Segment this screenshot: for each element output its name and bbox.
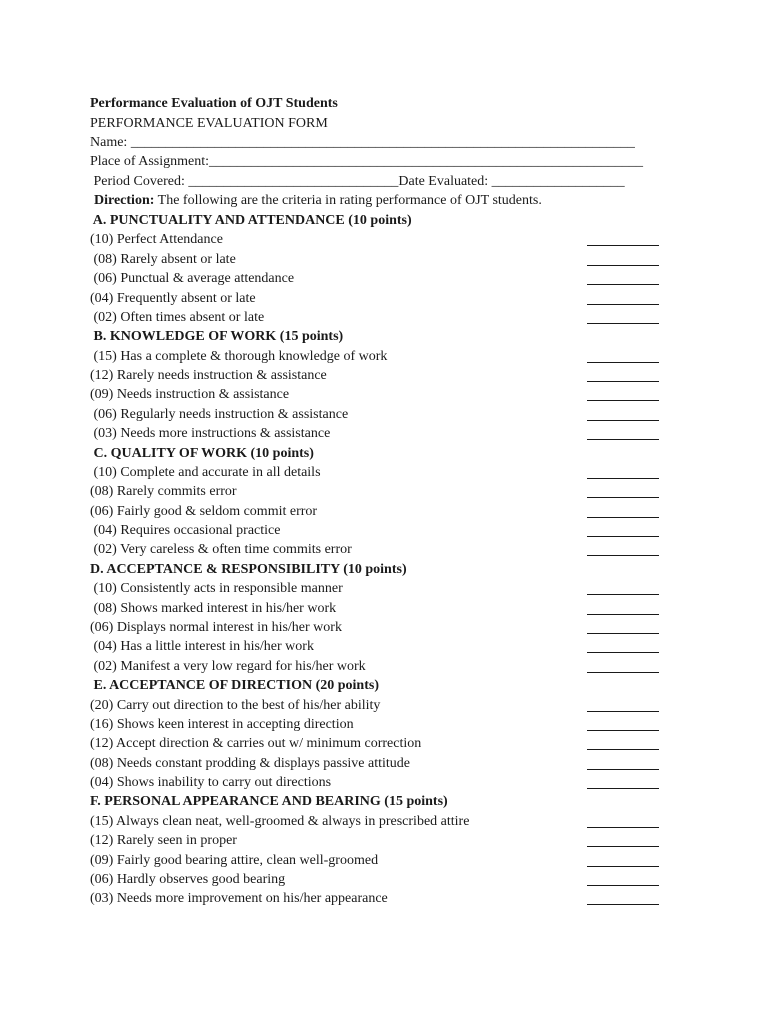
score-blank[interactable] — [587, 517, 659, 518]
criteria-item: (10) Perfect Attendance — [90, 232, 223, 248]
direction-text: The following are the criteria in rating performance of OJT students. — [154, 193, 542, 208]
criteria-item: (02) Often times absent or late — [90, 309, 265, 325]
score-blank[interactable] — [587, 400, 659, 401]
name-field-line: Name: ________________________________________________________________________ — [90, 135, 635, 150]
place-of-assignment-line: Place of Assignment:______________________________________________________________ — [90, 154, 643, 169]
criteria-item: (15) Has a complete & thorough knowledge of work — [90, 348, 388, 364]
score-blank[interactable] — [587, 497, 659, 498]
score-blank[interactable] — [587, 323, 659, 324]
criteria-item: (10) Consistently acts in responsible manner — [90, 581, 343, 597]
criteria-item: (06) Fairly good & seldom commit error — [90, 503, 318, 519]
score-blank[interactable] — [587, 885, 659, 886]
criteria-item: (02) Very careless & often time commits error — [90, 542, 352, 558]
section-heading: C. QUALITY OF WORK (10 points) — [90, 445, 314, 461]
criteria-item: (08) Needs constant prodding & displays passive attitude — [90, 755, 410, 771]
section-heading: F. PERSONAL APPEARANCE AND BEARING (15 points) — [90, 794, 448, 810]
criteria-item: (06) Displays normal interest in his/her work — [90, 619, 342, 635]
section-heading: B. KNOWLEDGE OF WORK (15 points) — [90, 329, 344, 345]
criteria-item: (16) Shows keen interest in accepting direction — [90, 716, 354, 732]
score-blank[interactable] — [587, 711, 659, 712]
period-covered-line: Period Covered: ______________________________Date Evaluated: ___________________ — [90, 174, 625, 189]
score-blank[interactable] — [587, 633, 659, 634]
score-blank[interactable] — [587, 652, 659, 653]
criteria-item: (04) Shows inability to carry out directions — [90, 775, 332, 791]
form-title: PERFORMANCE EVALUATION FORM — [90, 116, 328, 131]
direction-line — [94, 191, 542, 210]
criteria-item: (20) Carry out direction to the best of his/her ability — [90, 697, 381, 713]
score-blank[interactable] — [587, 614, 659, 615]
score-blank[interactable] — [587, 749, 659, 750]
section-heading: A. PUNCTUALITY AND ATTENDANCE (10 points) — [90, 213, 412, 228]
criteria-item: (08) Shows marked interest in his/her work — [90, 600, 337, 616]
criteria-item: (04) Frequently absent or late — [90, 290, 256, 306]
score-blank[interactable] — [587, 362, 659, 363]
score-blank[interactable] — [587, 304, 659, 305]
section-heading: D. ACCEPTANCE & RESPONSIBILITY (10 points) — [90, 561, 407, 577]
score-blank[interactable] — [587, 478, 659, 479]
criteria-item: (10) Complete and accurate in all details — [90, 464, 321, 480]
criteria-item: (04) Has a little interest in his/her work — [90, 639, 314, 655]
score-blank[interactable] — [587, 846, 659, 847]
criteria-item: (12) Rarely seen in proper — [90, 833, 237, 849]
criteria-item: (04) Requires occasional practice — [90, 523, 281, 539]
document-title: Performance Evaluation of OJT Students — [90, 96, 338, 111]
score-blank[interactable] — [587, 536, 659, 537]
score-blank[interactable] — [587, 788, 659, 789]
criteria-item: (02) Manifest a very low regard for his/her work — [90, 658, 366, 674]
criteria-item: (08) Rarely commits error — [90, 484, 237, 500]
criteria-item: (12) Accept direction & carries out w/ minimum correction — [90, 736, 422, 752]
criteria-item: (12) Rarely needs instruction & assistance — [90, 368, 327, 384]
criteria-item: (03) Needs more instructions & assistance — [90, 426, 331, 442]
score-blank[interactable] — [587, 245, 659, 246]
direction-label: Direction: — [94, 193, 155, 208]
criteria-item: (09) Fairly good bearing attire, clean well-groomed — [90, 852, 379, 868]
criteria-item: (06) Hardly observes good bearing — [90, 871, 286, 887]
score-blank[interactable] — [587, 594, 659, 595]
score-blank[interactable] — [587, 265, 659, 266]
criteria-item: (06) Punctual & average attendance — [90, 271, 295, 287]
score-blank[interactable] — [587, 904, 659, 905]
criteria-item: (08) Rarely absent or late — [90, 251, 236, 267]
score-blank[interactable] — [587, 672, 659, 673]
criteria-item: (03) Needs more improvement on his/her appearance — [90, 891, 388, 907]
score-blank[interactable] — [587, 381, 659, 382]
score-blank[interactable] — [587, 555, 659, 556]
section-heading: E. ACCEPTANCE OF DIRECTION (20 points) — [90, 678, 379, 694]
score-blank[interactable] — [587, 769, 659, 770]
score-blank[interactable] — [587, 439, 659, 440]
score-blank[interactable] — [587, 420, 659, 421]
criteria-item: (06) Regularly needs instruction & assistance — [90, 406, 349, 422]
criteria-item: (15) Always clean neat, well-groomed & always in prescribed attire — [90, 813, 470, 829]
score-blank[interactable] — [587, 730, 659, 731]
criteria-item: (09) Needs instruction & assistance — [90, 387, 290, 403]
score-blank[interactable] — [587, 284, 659, 285]
score-blank[interactable] — [587, 866, 659, 867]
score-blank[interactable] — [587, 827, 659, 828]
